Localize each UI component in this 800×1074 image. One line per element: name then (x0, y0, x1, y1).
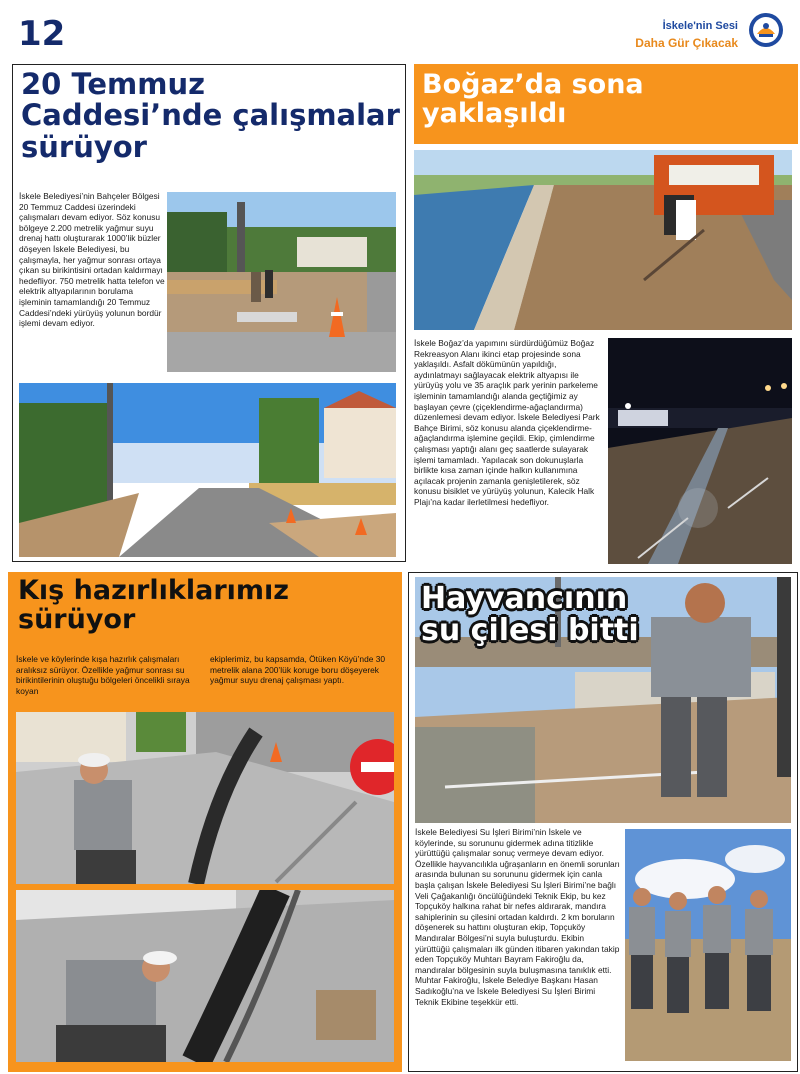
article2-body: İskele Boğaz’da yapımını sürdürdüğümüz Boğaz Rekreasyon Alanı ikinci etap projesinde sona yaklaşıldı. Asfalt dökümünün yapıldığı, aydınlatmayı sağlayacak elektrik altyapısı ile yürüyüş yolu ve 35 araçlık park yerinin parkeleme işleminin tamamlandığı alanda geçtiğimiz ay başlayan çevre (çiçeklendirme-ağaçlandırma) düzenlemesi devam ediyor. İskele Belediyesi Park Bahçe Birimi, söz konusu alanda çiçeklendirme-ağaçlandırma işlemine geçildi. Ekip, çimlendirme çalışması yaptığı alanı geç saatlerde sulayarak işlemi tamamladı. Yapılacak son dokunuşlarla birlikte kısa zaman içinde halkın kullanımına açılacak projenin zamanla genişletilerek, söz konusu bisiklet ve yürüyüş yolunun, Kalecik Halk Plajı’na kadar ilerletilmesi hedefliyor. (414, 338, 600, 507)
photo-street-construction (167, 192, 396, 372)
article2-title: Boğaz’da sona yaklaşıldı (422, 69, 644, 130)
photo-team-group (625, 829, 791, 1061)
masthead (614, 12, 784, 56)
article1-body: İskele Belediyesi’nin Bahçeler Bölgesi 20 Temmuz Caddesi üzerindeki çalışmaları devam ediyor. Söz konusu bölgeye 2.200 metrelik yağmur suyu drenaj hattı oluşturarak 1000’lik büzler döşeyen İskele Belediyesi, bu çalışmayla, her yağmur sonrası ortaya çıkan su birikintisini ortadan kaldırmayı hedefliyor. 750 metrelik hatta telefon ve elektrik altyapılarının borulama işleminin tamamlandığı 20 Temmuz Caddesi’ndeki yürüyüş yolunun bordür işlemi devam ediyor. (19, 191, 165, 329)
photo-drain-worker-bottom (16, 890, 394, 1062)
masthead-line1: İskele'nin Sesi (662, 20, 738, 32)
masthead-line2: Daha Gür Çıkacak (635, 36, 738, 50)
article2-title-bar (414, 64, 798, 144)
photo-night-irrigation (608, 338, 792, 564)
article-kis-hazirliklari (8, 572, 402, 1072)
page-number: 12 (18, 14, 66, 54)
article4-title: Hayvancının su çilesi bitti (421, 581, 639, 649)
article4-body: İskele Belediyesi Su İşleri Birimi’nin İskele ve köylerinde, su sorununu gidermek adına titizlikle yürüttüğü çalışmalar sonuç vermeye devam ediyor. Özellikle hayvancılıkla uğraşanların en önemli sorunları arasında bulunan su sorununu gidermek için canla başla çalışan İskele Belediyesi Su İşleri Birimi’ne bağlı Veli Çağakanlığı öncülüğündeki Teknik Ekip, bu kez Topçuköy halkına rahat bir nefes aldırarak, mandıra sahiplerinin su çilesini ortadan kaldırdı. 2 km boruların döşenerek su hattını oluşturan ekip, Topçuköy Mandıralar Bölgesi’ni suyla buluşturdu. Ekibin yürüttüğü çalışmaları ilk günden itibaren yakından takip eden Topçuköy Muhtarı Bayram Fakiroğlu da, mandıralar bölgesinin suyla buluşmasına tanıklık etti. Muhtar Fakiroğlu, İskele Belediye Başkanı Hasan Sadıkoğlu’na ve İskele Belediyesi Su İşleri Birimi Teknik Ekibine teşekkür etti. (415, 827, 620, 1007)
article3-title: Kış hazırlıklarımız sürüyor (18, 575, 289, 636)
article1-title: 20 Temmuz Caddesi’nde çalışmalar sürüyor (21, 67, 400, 164)
municipality-logo-icon (748, 12, 784, 48)
article-hayvancinin-su-cilesi (408, 572, 798, 1072)
photo-seaside-work (414, 150, 792, 330)
article-20-temmuz (12, 64, 406, 562)
article3-body-col1: İskele ve köylerinde kışa hazırlık çalışmaları aralıksız sürüyor. Özellikle yağmur sonrası su birikintilerinin oluştuğu bölgeleri öncelikli sıraya koyan (16, 654, 190, 696)
photo-street-wide (19, 383, 396, 557)
photo-drain-worker-top (16, 712, 394, 884)
article3-body-col2: ekiplerimiz, bu kapsamda, Ötüken Köyü’nde 30 metrelik alana 200’lük koruge boru döşeyerek yağmur suyu drenaj çalışması yaptı. (210, 654, 386, 686)
